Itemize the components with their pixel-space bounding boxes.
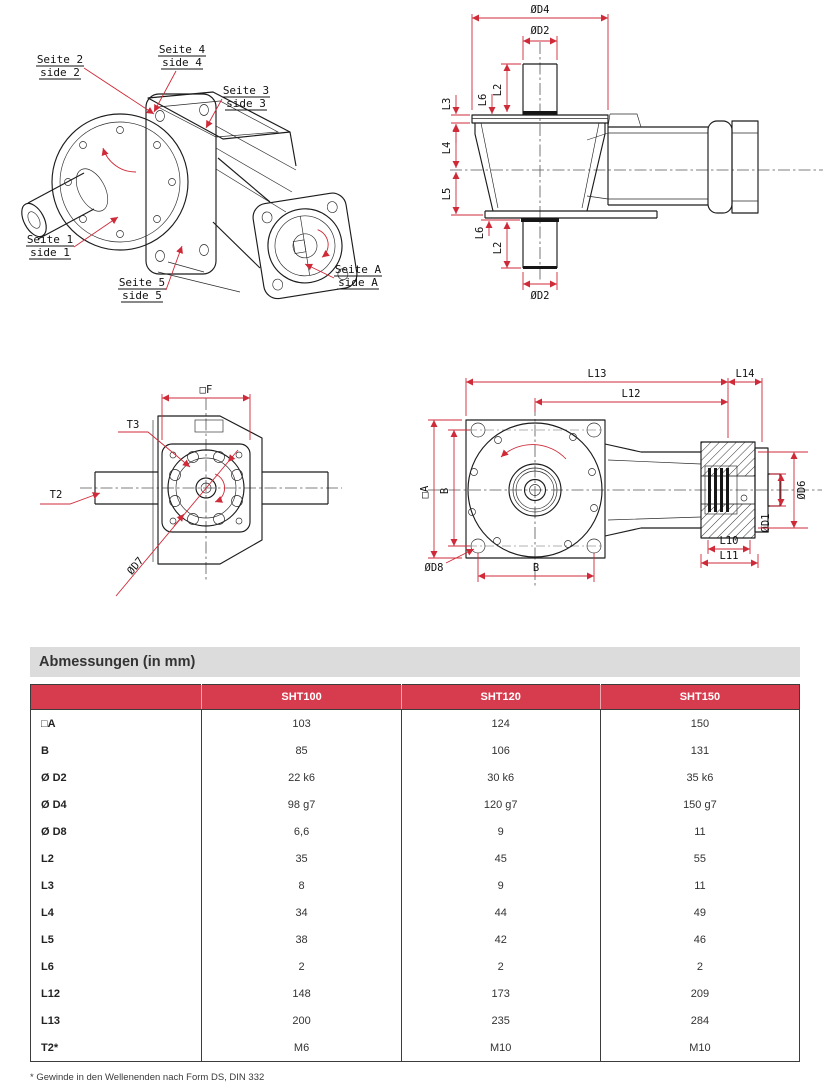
dimension-label: L2 [41, 852, 54, 865]
side-callouts [26, 43, 382, 302]
label-side2-de: Seite 2 [36, 53, 84, 66]
dimension-label: □A [41, 717, 56, 730]
label-side4-de: Seite 4 [158, 43, 206, 56]
dim-d1: ØD1 [760, 513, 772, 533]
dimension-value: 42 [401, 926, 600, 953]
table-row [31, 1007, 800, 1034]
dimension-value: M6 [202, 1034, 401, 1062]
dimension-value: 34 [202, 899, 401, 926]
adapter-view-drawing [398, 356, 830, 624]
dimension-label: L5 [41, 933, 54, 946]
dim-l3: L3 [441, 97, 453, 111]
label-side3-en: side 3 [226, 97, 266, 110]
isometric-view-drawing [8, 6, 408, 326]
dimension-value: 200 [202, 1007, 401, 1034]
dimension-value: 6,6 [202, 818, 401, 845]
dimension-value: 2 [401, 953, 600, 980]
dimension-value: 46 [600, 926, 799, 953]
section-title: Abmessungen (in mm) [30, 647, 800, 677]
dimension-label: Ø D8 [41, 825, 67, 838]
dim-d8: ØD8 [424, 562, 444, 574]
dimension-value: 150 g7 [600, 791, 799, 818]
table-row [31, 926, 800, 953]
dimension-value: 131 [600, 737, 799, 764]
gearbox-isometric-geometry [17, 92, 359, 301]
dim-a: □A [419, 485, 431, 499]
rotation-arrow-icon [318, 228, 331, 257]
dim-l10: L10 [719, 535, 739, 547]
label-side3-de: Seite 3 [222, 84, 270, 97]
dim-d2-bottom: ØD2 [530, 290, 550, 302]
dim-b-left: B [439, 487, 451, 495]
column-header-sht100: SHT100 [202, 685, 401, 710]
dimension-value: 44 [401, 899, 600, 926]
dim-l6-bottom: L6 [474, 226, 486, 240]
dim-d4: ØD4 [530, 4, 550, 16]
column-header-empty [31, 685, 202, 710]
table-row [31, 899, 800, 926]
dim-b-bottom: B [532, 562, 540, 574]
table-row [31, 818, 800, 845]
dimension-value: 85 [202, 737, 401, 764]
dimension-value: 209 [600, 980, 799, 1007]
dimension-value: 30 k6 [401, 764, 600, 791]
side-view-dimensions [441, 4, 608, 302]
dim-l2-top: L2 [492, 83, 504, 97]
dimension-value: 235 [401, 1007, 600, 1034]
label-sideA-de: Seite A [334, 263, 382, 276]
table-row [31, 845, 800, 872]
dimension-value: 9 [401, 818, 600, 845]
dimension-label: L6 [41, 960, 54, 973]
dim-l14: L14 [735, 368, 755, 380]
dimension-label: Ø D2 [41, 771, 67, 784]
dimension-value: 103 [202, 710, 401, 738]
dimension-value: 38 [202, 926, 401, 953]
dimension-value: 106 [401, 737, 600, 764]
label-side2-en: side 2 [40, 66, 80, 79]
dimension-value: 150 [600, 710, 799, 738]
dimensions-section [30, 647, 800, 1083]
dimension-value: 120 g7 [401, 791, 600, 818]
dimension-value: 148 [202, 980, 401, 1007]
column-header-sht150: SHT150 [600, 685, 799, 710]
table-row [31, 953, 800, 980]
front-view-drawing [10, 368, 395, 626]
dimension-value: M10 [600, 1034, 799, 1062]
dim-d6: ØD6 [796, 480, 808, 500]
dim-l2-bottom: L2 [492, 241, 504, 255]
dim-l12: L12 [621, 388, 641, 400]
dim-f: □F [199, 384, 213, 396]
label-side1-de: Seite 1 [26, 233, 74, 246]
table-row [31, 737, 800, 764]
dimension-label: T2* [41, 1041, 59, 1054]
dim-d7: ØD7 [125, 554, 147, 578]
label-side1-en: side 1 [30, 246, 70, 259]
dimension-value: 124 [401, 710, 600, 738]
table-row [31, 764, 800, 791]
dim-d2-top: ØD2 [530, 25, 550, 37]
dimension-table-body [31, 710, 800, 1062]
dimension-value: M10 [401, 1034, 600, 1062]
dimension-value: 35 k6 [600, 764, 799, 791]
dim-l13: L13 [587, 368, 607, 380]
dimension-value: 35 [202, 845, 401, 872]
dimensions-table [30, 684, 800, 1062]
dim-t3: T3 [126, 419, 140, 431]
label-side5-en: side 5 [122, 289, 162, 302]
dim-t2: T2 [49, 489, 63, 501]
dimension-label: Ø D4 [41, 798, 67, 811]
dim-l6-top: L6 [477, 93, 489, 107]
dimension-label: L4 [41, 906, 54, 919]
table-row [31, 872, 800, 899]
dimension-value: 173 [401, 980, 600, 1007]
dimension-value: 284 [600, 1007, 799, 1034]
label-side4-en: side 4 [162, 56, 202, 69]
adapter-view-geometry [428, 404, 822, 588]
front-view-geometry [80, 398, 342, 582]
label-side5-de: Seite 5 [118, 276, 166, 289]
dimension-label: L12 [41, 987, 60, 1000]
dimension-value: 45 [401, 845, 600, 872]
dimension-label: B [41, 744, 49, 757]
dimension-value: 2 [600, 953, 799, 980]
table-footnote: * Gewinde in den Wellenenden nach Form DS, DIN 332 [30, 1072, 265, 1083]
dimension-value: 22 k6 [202, 764, 401, 791]
column-header-sht120: SHT120 [401, 685, 600, 710]
dim-l4: L4 [441, 141, 453, 155]
dim-l11: L11 [719, 550, 739, 562]
dim-l5: L5 [441, 187, 453, 201]
table-row [31, 710, 800, 738]
table-row [31, 980, 800, 1007]
rotation-arrow-icon [501, 445, 566, 459]
dimension-value: 11 [600, 872, 799, 899]
table-row [31, 791, 800, 818]
dimension-value: 49 [600, 899, 799, 926]
dimension-value: 8 [202, 872, 401, 899]
dimension-value: 9 [401, 872, 600, 899]
rotation-arrow-icon [103, 148, 136, 172]
table-row [31, 1034, 800, 1062]
dimension-value: 98 g7 [202, 791, 401, 818]
dimension-value: 55 [600, 845, 799, 872]
dimension-label: L13 [41, 1014, 60, 1027]
side-view-geometry [450, 42, 823, 282]
dimension-value: 2 [202, 953, 401, 980]
table-header-row [31, 685, 800, 710]
side-view-drawing [425, 0, 830, 310]
dimension-label: L3 [41, 879, 54, 892]
label-sideA-en: side A [338, 276, 378, 289]
dimension-value: 11 [600, 818, 799, 845]
